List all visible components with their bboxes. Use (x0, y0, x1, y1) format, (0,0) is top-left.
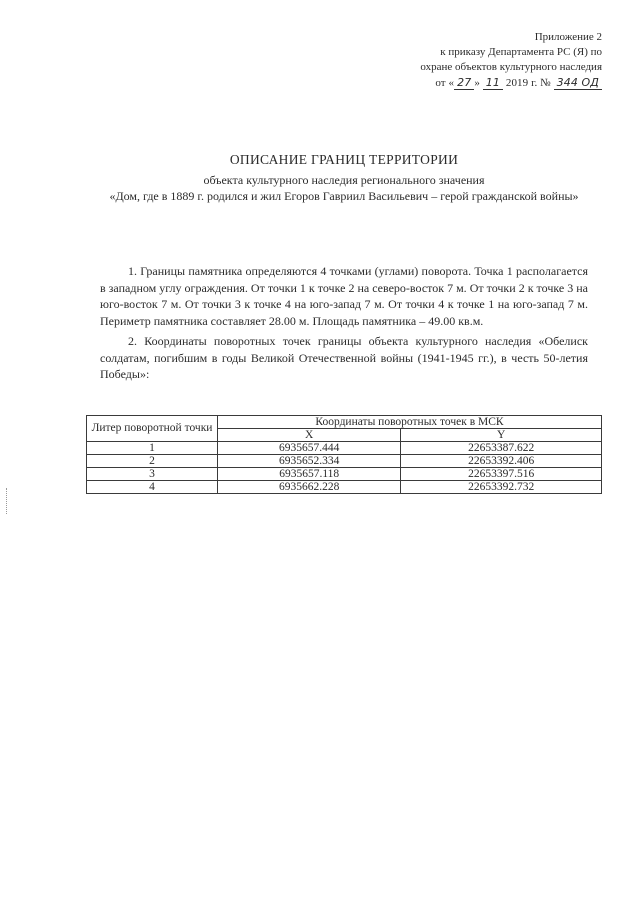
cell-y: 22653397.516 (401, 468, 602, 481)
cell-point: 4 (87, 481, 218, 494)
cell-x: 6935657.118 (218, 468, 401, 481)
header-x: X (218, 429, 401, 442)
appendix-order-ref: к приказу Департамента РС (Я) по (440, 46, 602, 58)
date-day: 27 (454, 76, 474, 90)
cell-y: 22653392.406 (401, 455, 602, 468)
table-row (87, 455, 602, 468)
cell-x: 6935657.444 (218, 442, 401, 455)
date-prefix: от « (435, 77, 455, 89)
table-row (87, 468, 602, 481)
header-y: Y (401, 429, 602, 442)
cell-point: 3 (87, 468, 218, 481)
paragraph-boundaries: 1. Границы памятника определяются 4 точками (углами) поворота. Точка 1 располагается в западном углу ограждения. От точки 1 к точке 2 на северо-восток 7 м. От точки 2 к точке 3 на юго-восток 7 м. От точки 3 к точке 4 на юго-запад 7 м. От точки 4 к точке 1 на юго-запад 7 м. Периметр памятника составляет 28.00 м. Площадь памятника – 49.00 кв.м. (100, 264, 588, 328)
cell-x: 6935662.228 (218, 481, 401, 494)
cell-point: 1 (87, 442, 218, 455)
table-row (87, 442, 602, 455)
appendix-title: Приложение 2 (534, 31, 602, 43)
cell-point: 2 (87, 455, 218, 468)
coordinates-table (86, 415, 602, 494)
table-row (87, 481, 602, 494)
date-year: 2019 г. № (503, 77, 551, 89)
table-header-row (87, 416, 602, 429)
appendix-header (362, 30, 602, 91)
date-mid: » (474, 77, 483, 89)
header-point-letter: Литер поворотной точки (87, 416, 218, 442)
order-number: 344 ОД (554, 76, 602, 90)
object-category: объекта культурного наследия регионального значения (203, 173, 485, 187)
cell-x: 6935652.334 (218, 455, 401, 468)
date-month: 11 (483, 76, 503, 90)
object-name: «Дом, где в 1889 г. родился и жил Егоров Гавриил Васильевич – герой гражданской войны» (109, 189, 579, 203)
cell-y: 22653387.622 (401, 442, 602, 455)
paragraph-coordinates: 2. Координаты поворотных точек границы объекта культурного наследия «Обелиск солдатам, погибшим в годы Великой Отечественной войны (1941-1945 гг.), в честь 50-летия Победы»: (100, 334, 588, 381)
appendix-date-line (362, 75, 602, 91)
header-coordinates: Координаты поворотных точек в МСК (218, 416, 602, 429)
document-body (100, 263, 588, 387)
appendix-department: охране объектов культурного наследия (420, 61, 602, 73)
margin-mark (6, 488, 9, 514)
title-block (100, 152, 588, 204)
cell-y: 22653392.732 (401, 481, 602, 494)
document-title: ОПИСАНИЕ ГРАНИЦ ТЕРРИТОРИИ (229, 152, 459, 167)
